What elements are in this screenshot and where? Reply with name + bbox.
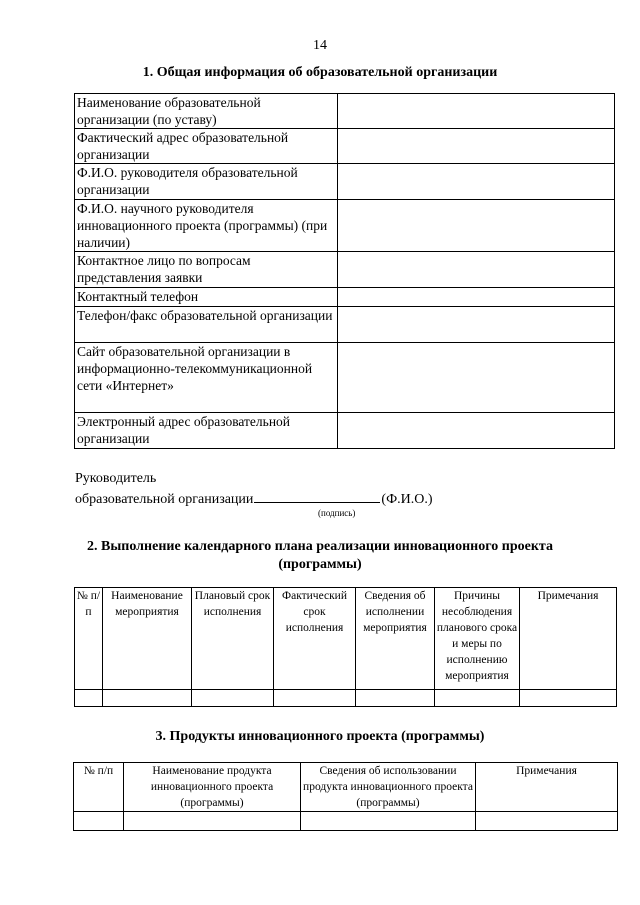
header-delay-reasons: Причины несоблюдения планового срока и меры по исполнению мероприятия xyxy=(435,588,520,690)
signature-fio: (Ф.И.О.) xyxy=(381,492,433,507)
row-label: Фактический адрес образовательной организации xyxy=(75,129,338,164)
header-planned-date: Плановый срок исполнения xyxy=(192,588,274,690)
signature-org-label: образовательной организации xyxy=(75,492,254,507)
table-row xyxy=(75,164,615,200)
row-label: Контактное лицо по вопросам представления заявки xyxy=(75,252,338,288)
table-row xyxy=(75,200,615,252)
signature-line xyxy=(75,489,433,508)
section2-title-line2: (программы) xyxy=(278,557,362,572)
table-cell[interactable] xyxy=(103,690,192,707)
row-value[interactable] xyxy=(338,129,615,164)
table-cell[interactable] xyxy=(356,690,435,707)
table-header-row xyxy=(75,588,617,690)
section3-title: 3. Продукты инновационного проекта (программы) xyxy=(155,729,485,744)
table-cell[interactable] xyxy=(301,812,476,831)
row-label: Телефон/факс образовательной организации xyxy=(75,307,338,343)
header-product-name: Наименование продукта инновационного проекта (программы) xyxy=(124,763,301,812)
signature-caption: (подпись) xyxy=(318,508,356,518)
row-label: Наименование образовательной организации (по уставу) xyxy=(75,94,338,129)
table-row xyxy=(75,343,615,413)
table-cell[interactable] xyxy=(74,812,124,831)
table-row xyxy=(75,690,617,707)
table-row xyxy=(75,307,615,343)
header-number: № п/п xyxy=(75,588,103,690)
header-usage-info: Сведения об использовании продукта инновационного проекта (программы) xyxy=(301,763,476,812)
header-actual-date: Фактический срок исполнения xyxy=(274,588,356,690)
page-number: 14 xyxy=(313,38,327,53)
table-cell[interactable] xyxy=(75,690,103,707)
header-notes: Примечания xyxy=(476,763,618,812)
row-label: Контактный телефон xyxy=(75,288,338,307)
row-value[interactable] xyxy=(338,252,615,288)
header-execution-info: Сведения об исполнении мероприятия xyxy=(356,588,435,690)
table-cell[interactable] xyxy=(124,812,301,831)
row-label: Сайт образовательной организации в информационно-телекоммуникационной сети «Интернет» xyxy=(75,343,338,413)
row-label: Ф.И.О. руководителя образовательной организации xyxy=(75,164,338,200)
table-cell[interactable] xyxy=(274,690,356,707)
row-value[interactable] xyxy=(338,343,615,413)
table-row xyxy=(75,129,615,164)
row-value[interactable] xyxy=(338,288,615,307)
table-row xyxy=(75,413,615,449)
row-value[interactable] xyxy=(338,200,615,252)
table-cell[interactable] xyxy=(476,812,618,831)
table-row xyxy=(75,288,615,307)
table-row xyxy=(75,94,615,129)
section1-title: 1. Общая информация об образовательной организации xyxy=(142,65,498,80)
header-notes: Примечания xyxy=(520,588,617,690)
row-value[interactable] xyxy=(338,164,615,200)
table-cell[interactable] xyxy=(435,690,520,707)
row-label: Ф.И.О. научного руководителя инновационного проекта (программы) (при наличии) xyxy=(75,200,338,252)
calendar-plan-table xyxy=(74,587,617,707)
general-info-table xyxy=(74,93,615,449)
signature-title: Руководитель xyxy=(75,471,157,486)
table-row xyxy=(74,812,618,831)
header-number: № п/п xyxy=(74,763,124,812)
table-header-row xyxy=(74,763,618,812)
signature-field[interactable] xyxy=(254,489,380,503)
table-cell[interactable] xyxy=(520,690,617,707)
table-row xyxy=(75,252,615,288)
row-value[interactable] xyxy=(338,413,615,449)
table-cell[interactable] xyxy=(192,690,274,707)
section2-title-line1: 2. Выполнение календарного плана реализации инновационного проекта xyxy=(87,539,553,554)
row-label: Электронный адрес образовательной организации xyxy=(75,413,338,449)
products-table xyxy=(73,762,618,831)
row-value[interactable] xyxy=(338,94,615,129)
header-event-name: Наименование мероприятия xyxy=(103,588,192,690)
row-value[interactable] xyxy=(338,307,615,343)
